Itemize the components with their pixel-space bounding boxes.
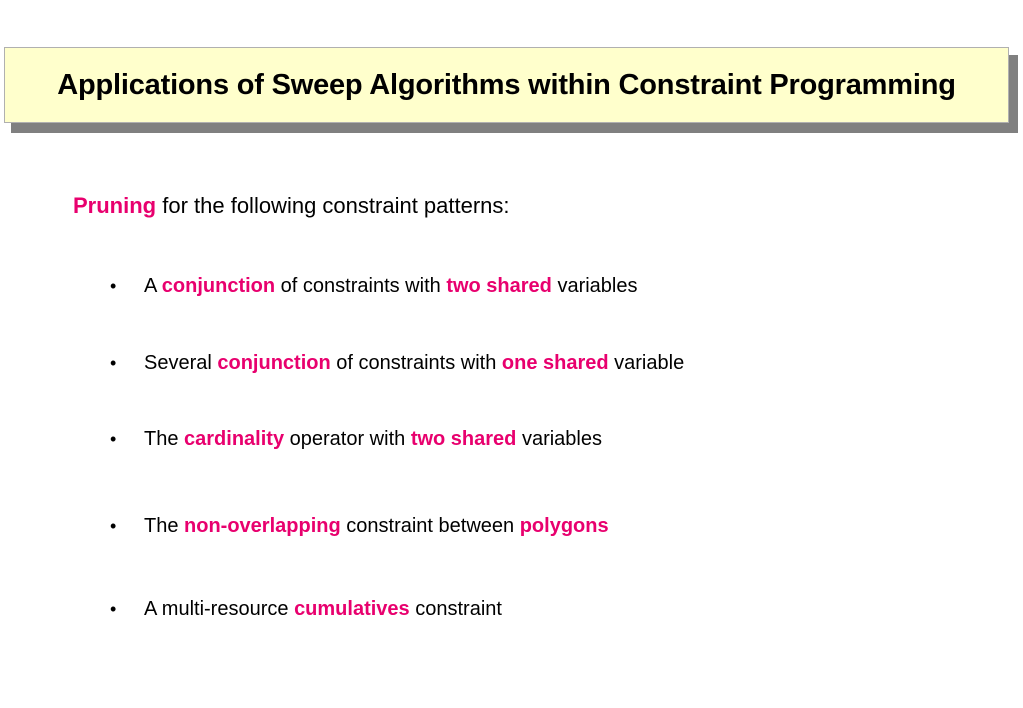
bullet-text: constraint <box>409 598 502 620</box>
bullet-text: A multi-resource <box>144 598 295 620</box>
bullet-highlight: one shared <box>501 352 609 374</box>
bullet-highlight: non-overlapping <box>184 515 341 537</box>
bullet-icon: • <box>110 599 117 619</box>
bullet-text: Several <box>144 352 218 374</box>
intro-highlight: Pruning <box>73 193 157 218</box>
bullet-text: operator with <box>284 428 411 450</box>
bullet-highlight: two shared <box>410 428 517 450</box>
title-box <box>4 47 1009 123</box>
page-title: Applications of Sweep Algorithms within Constraint Programming <box>57 68 956 101</box>
bullet-text: variables <box>516 428 602 450</box>
bullet-text: A <box>144 275 162 297</box>
bullet-highlight: cardinality <box>184 428 285 450</box>
bullet-text: variable <box>608 352 685 374</box>
bullet-text: of constraints with <box>275 275 447 297</box>
bullet-icon: • <box>110 353 117 373</box>
bullet-icon: • <box>110 429 117 449</box>
bullet-highlight: conjunction <box>161 275 276 297</box>
bullet-item-5 <box>110 598 502 621</box>
bullet-text: of constraints with <box>330 352 502 374</box>
bullet-highlight: two shared <box>446 275 552 297</box>
bullet-highlight: conjunction <box>217 352 331 374</box>
bullet-item-4 <box>110 515 609 538</box>
bullet-icon: • <box>110 516 117 536</box>
bullet-text: constraint between <box>340 515 520 537</box>
bullet-icon: • <box>110 276 117 296</box>
bullet-item-1 <box>110 275 638 298</box>
bullet-item-3 <box>110 428 602 451</box>
bullet-text: The <box>144 428 185 450</box>
bullet-item-2 <box>110 352 684 375</box>
intro-text: for the following constraint patterns: <box>156 193 510 218</box>
intro-line <box>73 193 510 219</box>
bullet-highlight: cumulatives <box>294 598 410 620</box>
bullet-text: The <box>144 515 185 537</box>
bullet-text: variables <box>551 275 638 297</box>
bullet-highlight: polygons <box>519 515 609 537</box>
